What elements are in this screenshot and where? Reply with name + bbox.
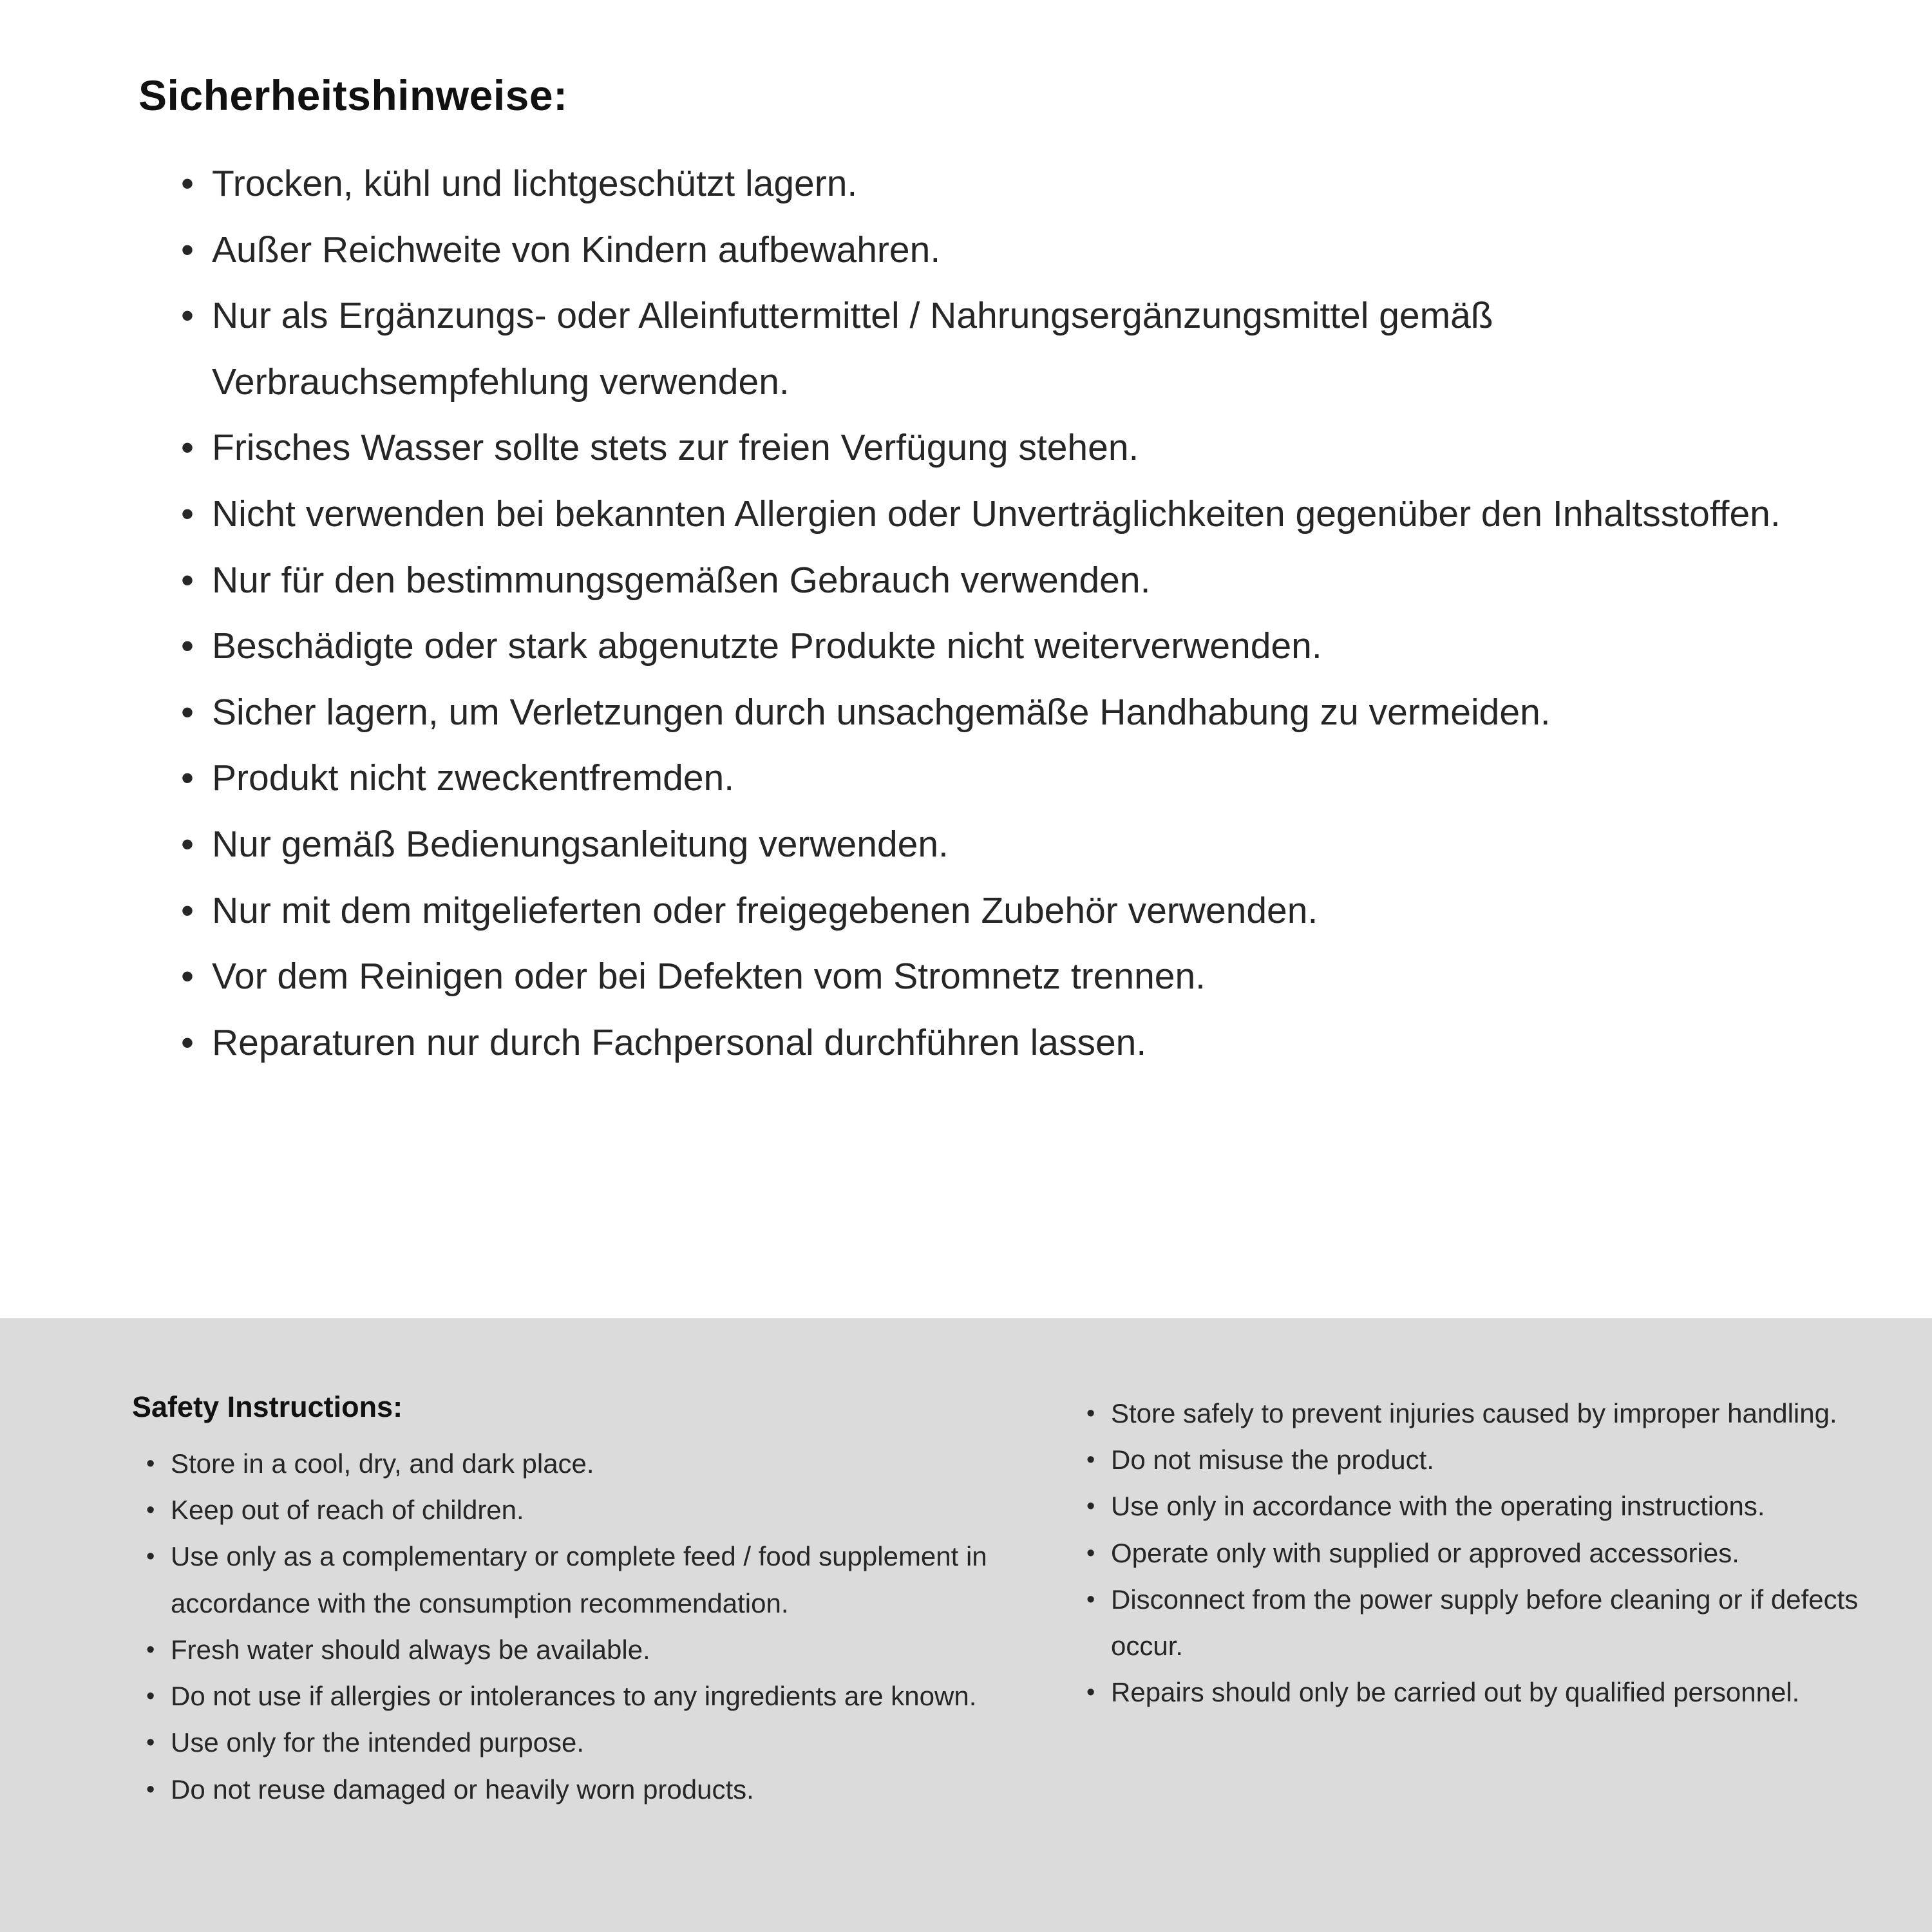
list-item: • Produkt nicht zweckentfremden. — [176, 745, 1816, 811]
list-item: • Frisches Wasser sollte stets zur freien Verfügung stehen. — [176, 415, 1816, 481]
list-item: • Nur als Ergänzungs- oder Alleinfuttermittel / Nahrungsergänzungsmittel gemäß Verbrauchsempfehlung verwenden. — [176, 283, 1816, 415]
list-item: • Fresh water should always be available. — [144, 1627, 1014, 1673]
list-item: • Trocken, kühl und lichtgeschützt lagern. — [176, 151, 1816, 217]
list-item: • Sicher lagern, um Verletzungen durch unsachgemäße Handhabung zu vermeiden. — [176, 679, 1816, 746]
list-item: • Beschädigte oder stark abgenutzte Produkte nicht weiterverwenden. — [176, 613, 1816, 679]
list-item: • Operate only with supplied or approved accessories. — [1084, 1530, 1916, 1577]
list-item: • Nur gemäß Bedienungsanleitung verwenden. — [176, 811, 1816, 878]
list-item: • Nur mit dem mitgelieferten oder freigegebenen Zubehör verwenden. — [176, 878, 1816, 944]
list-item: • Disconnect from the power supply before cleaning or if defects occur. — [1084, 1577, 1916, 1669]
german-safety-list — [176, 151, 1816, 1075]
list-item: • Do not misuse the product. — [1084, 1437, 1916, 1483]
english-safety-list-left — [144, 1441, 1014, 1813]
list-item: • Use only for the intended purpose. — [144, 1719, 1014, 1766]
english-title: Safety Instructions: — [132, 1390, 403, 1423]
list-item: • Vor dem Reinigen oder bei Defekten vom Stromnetz trennen. — [176, 943, 1816, 1010]
english-safety-list-right — [1084, 1390, 1916, 1716]
english-section — [0, 1318, 1932, 1932]
list-item: • Store in a cool, dry, and dark place. — [144, 1441, 1014, 1487]
list-item: • Do not reuse damaged or heavily worn products. — [144, 1766, 1014, 1813]
list-item: • Reparaturen nur durch Fachpersonal durchführen lassen. — [176, 1010, 1816, 1076]
list-item: • Keep out of reach of children. — [144, 1487, 1014, 1533]
list-item: • Store safely to prevent injuries caused by improper handling. — [1084, 1390, 1916, 1437]
list-item: • Außer Reichweite von Kindern aufbewahren. — [176, 217, 1816, 283]
list-item: • Do not use if allergies or intolerances to any ingredients are known. — [144, 1673, 1014, 1719]
german-title: Sicherheitshinweise: — [138, 71, 568, 119]
list-item: • Repairs should only be carried out by qualified personnel. — [1084, 1669, 1916, 1716]
list-item: • Nur für den bestimmungsgemäßen Gebrauch verwenden. — [176, 547, 1816, 614]
english-right-column — [1072, 1390, 1916, 1906]
list-item: • Use only as a complementary or complete feed / food supplement in accordance with the consumption recommendation. — [144, 1533, 1014, 1626]
english-left-column — [132, 1390, 1014, 1906]
list-item: • Use only in accordance with the operating instructions. — [1084, 1483, 1916, 1530]
list-item: • Nicht verwenden bei bekannten Allergien oder Unverträglichkeiten gegenüber den Inhaltsstoffen. — [176, 481, 1816, 547]
